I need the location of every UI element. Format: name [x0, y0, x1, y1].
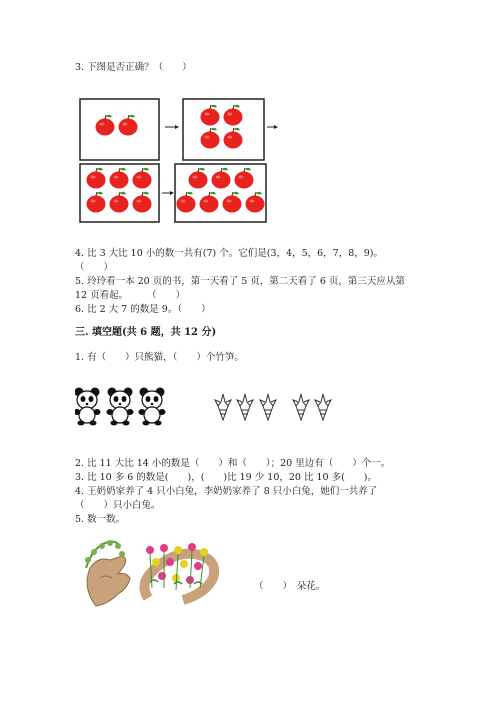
fill-4-line1: 4. 王奶奶家养了 4 只小白兔，李奶奶家养了 8 只小白兔，她们一共养了 [75, 486, 378, 497]
apple-icon [96, 115, 115, 136]
panda-icon [139, 388, 166, 426]
hand-flowers-icon [78, 538, 228, 608]
arrow-icon [267, 125, 278, 129]
apple-icon [212, 168, 231, 189]
apple-icon [200, 192, 219, 213]
panda-icon [75, 388, 101, 426]
frame-top-right [183, 99, 264, 160]
bamboo-icon [260, 394, 276, 420]
bamboo-icon [315, 394, 331, 420]
pandas-bamboo-figure [75, 386, 335, 430]
apple-icon [235, 168, 254, 189]
question-4-line2: （ ） [75, 262, 114, 273]
apple-icon [201, 128, 220, 149]
apple-icon [87, 192, 106, 213]
apple-icon [224, 105, 243, 126]
bamboo-icon [237, 394, 253, 420]
panda-icon [107, 388, 134, 426]
section-heading: 三. 填空题(共 6 题，共 12 分) [75, 327, 217, 338]
question-6: 6. 比 2 大 7 的数是 9。（ ） [75, 304, 211, 315]
fill-4-line2: （ ）只小白兔。 [75, 500, 161, 511]
apple-icon [189, 168, 208, 189]
apple-diagram [78, 96, 308, 226]
bamboo-icon [215, 394, 231, 420]
arrow-icon [162, 191, 174, 195]
fill-1: 1. 有（ ）只熊猫，（ ）个竹笋。 [75, 352, 244, 363]
apple-icon [177, 192, 196, 213]
apple-icon [110, 168, 129, 189]
flowers-answer: （ ） 朵花。 [254, 581, 326, 592]
apple-icon [119, 115, 138, 136]
question-3: 3. 下图是否正确？（ ） [75, 62, 192, 73]
fill-2: 2. 比 11 大比 14 小的数是（ ）和（ ）；20 里边有（ ）个一。 [75, 458, 391, 469]
apple-icon [224, 128, 243, 149]
question-5-line2: 12 页看起。 （ ） [75, 290, 186, 301]
question-5-line1: 5. 玲玲看一本 20 页的书，第一天看了 5 页，第二天看了 6 页，第三天应从第 [75, 276, 405, 287]
bamboo-icon [293, 394, 309, 420]
fill-5: 5. 数一数。 [75, 514, 126, 525]
apple-icon [201, 105, 220, 126]
apple-icon [133, 192, 152, 213]
apple-icon [133, 168, 152, 189]
apple-icon [246, 192, 265, 213]
question-4-line1: 4. 比 3 大比 10 小的数一共有(7) 个。它们是(3，4，5，6，7，8，9)。 [75, 248, 383, 259]
arrow-icon [165, 125, 179, 129]
apple-icon [223, 192, 242, 213]
fill-3: 3. 比 10 多 6 的数是( )，( )比 19 少 10，20 比 10 多( )。 [75, 472, 378, 483]
apple-icon [87, 168, 106, 189]
apple-icon [110, 192, 129, 213]
